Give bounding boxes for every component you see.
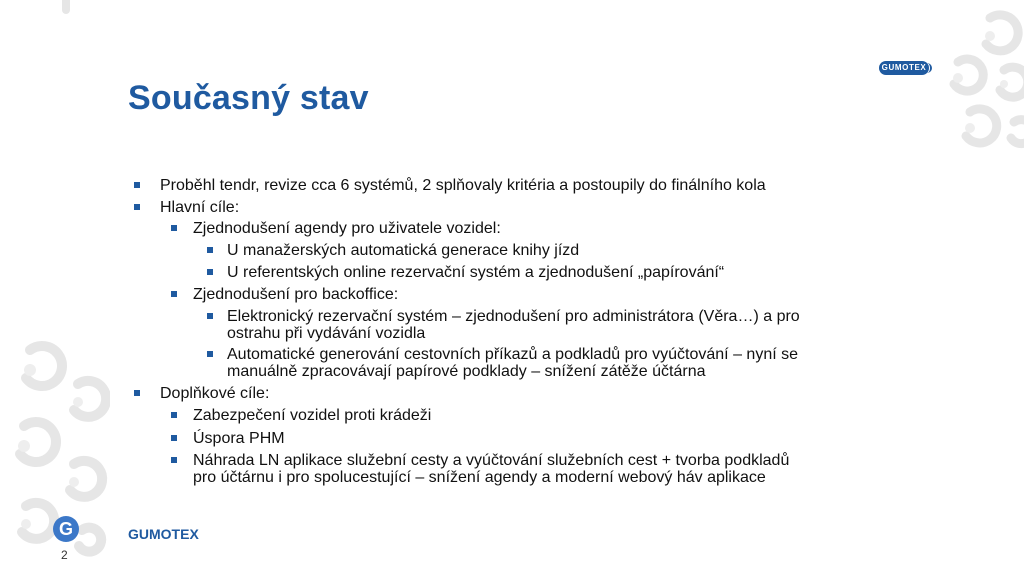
bullet-item [160,385,269,402]
footer-g-logo [53,516,79,542]
bullet-text: U referentských online rezervační systém a zjednodušení „papírování“ [227,264,725,281]
bullet-item [227,264,724,281]
bullet-text: Proběhl tendr, revize cca 6 systémů, 2 splňovaly kritéria a postoupily do finálního kola [160,177,766,194]
bullet-text: U manažerských automatická generace knihy jízd [227,242,580,259]
bullet-marker [207,247,213,253]
bullet-item [193,407,431,424]
decorative-bar-top [62,0,70,14]
bullet-marker [134,182,140,188]
bullet-item [193,220,501,237]
bullet-text: Doplňkové cíle: [160,385,270,402]
gumotex-logo [879,61,929,75]
bullet-text: Zjednodušení pro backoffice: [193,286,399,303]
bullet-item [193,430,285,447]
page-number: 2 [61,548,68,562]
bullet-marker [171,291,177,297]
bullet-text-continued: pro účtárnu i pro spolucestující – snížení agendy a moderní webový háv aplikace [193,469,766,486]
bullet-marker [171,457,177,463]
bullet-item [227,346,798,380]
bullet-marker [207,269,213,275]
bullet-item [227,308,800,342]
bullet-marker [171,225,177,231]
bullet-item [160,177,766,194]
bullet-marker [134,204,140,210]
bullet-text: Automatické generování cestovních příkazů a podkladů pro vyúčtování – nyní se [227,346,798,363]
slide-title: Současný stav [128,78,369,117]
bullet-text: Zjednodušení agendy pro uživatele vozidel: [193,220,501,237]
bullet-text-continued: ostrahu při vydávání vozidla [227,325,426,342]
bullet-marker [171,412,177,418]
footer-brand: GUMOTEX [128,526,199,542]
bullet-item [160,199,239,216]
bullet-text: Elektronický rezervační systém – zjednodušení pro administrátora (Věra…) a pro [227,308,800,325]
bullet-marker [207,351,213,357]
bullet-item [193,286,398,303]
decorative-swirl-pattern-top-right [930,0,1024,150]
bullet-text: Náhrada LN aplikace služební cesty a vyúčtování služebních cest + tvorba podkladů [193,452,790,469]
bullet-marker [207,313,213,319]
bullet-text: Hlavní cíle: [160,199,240,216]
bullet-marker [171,435,177,441]
logo-text: GUMOTEX [881,63,927,72]
bullet-item [193,452,789,486]
decorative-swirl-pattern-bottom-left [0,330,110,576]
bullet-text-continued: manuálně zpracovávají papírové podklady – snížení zátěže účtárna [227,363,706,380]
bullet-text: Úspora PHM [193,430,285,447]
bullet-item [227,242,579,259]
bullet-marker [134,390,140,396]
footer-g-letter: G [58,519,73,539]
bullet-text: Zabezpečení vozidel proti krádeži [193,407,432,424]
